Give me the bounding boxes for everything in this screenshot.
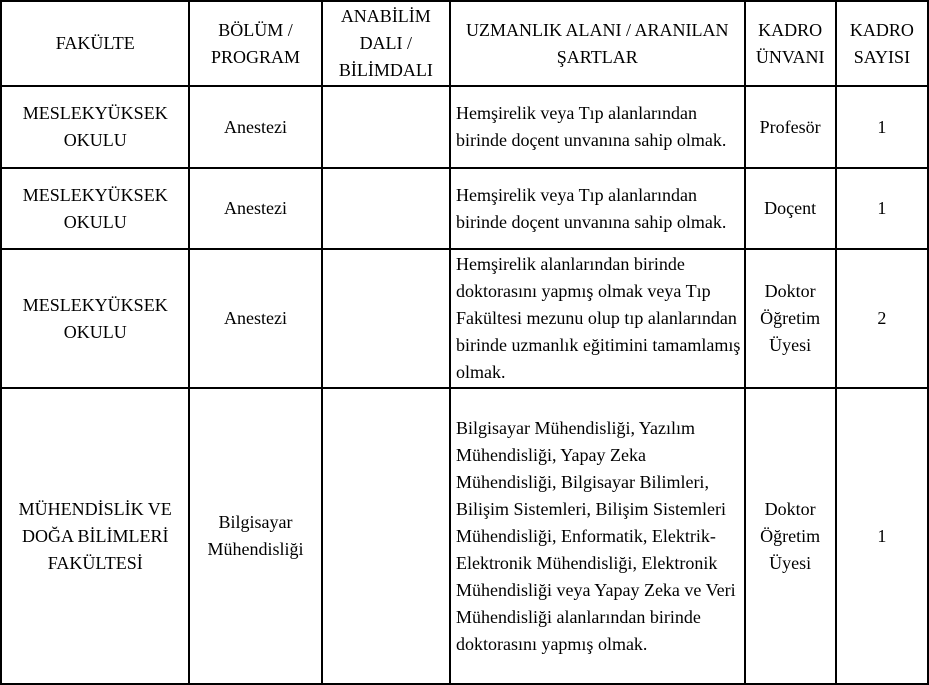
cell-kadro-unvani: Profesör: [745, 86, 836, 168]
cell-anabilim-dali: [322, 249, 450, 388]
cell-uzmanlik-sartlar: Hemşirelik veya Tıp alanlarından birinde doçent unvanına sahip olmak.: [450, 168, 745, 249]
cell-anabilim-dali: [322, 168, 450, 249]
header-kadro-unvani: KADRO ÜNVANI: [745, 1, 836, 86]
cell-anabilim-dali: [322, 86, 450, 168]
table-row: [1, 86, 928, 168]
header-anabilim-dali: ANABİLİM DALI / BİLİMDALI: [322, 1, 450, 86]
cell-bolum-program: Anestezi: [189, 168, 321, 249]
cell-fakulte: MESLEKYÜKSEK OKULU: [1, 249, 189, 388]
cell-fakulte: MESLEKYÜKSEK OKULU: [1, 168, 189, 249]
cell-anabilim-dali: [322, 388, 450, 684]
table-row: [1, 249, 928, 388]
cell-uzmanlik-sartlar: Bilgisayar Mühendisliği, Yazılım Mühendisliği, Yapay Zeka Mühendisliği, Bilgisayar Bilimleri, Bilişim Sistemleri, Bilişim Sistemleri Mühendisliği, Enformatik, Elektrik-Elektronik Mühendisliği, Elektronik Mühendisliği veya Yapay Zeka ve Veri Mühendisliği alanlarından birinde doktorasını yapmış olmak.: [450, 388, 745, 684]
table-row: [1, 168, 928, 249]
cell-kadro-sayisi: 1: [836, 86, 928, 168]
cell-bolum-program: Bilgisayar Mühendisliği: [189, 388, 321, 684]
cell-fakulte: MESLEKYÜKSEK OKULU: [1, 86, 189, 168]
cell-kadro-sayisi: 1: [836, 168, 928, 249]
cell-kadro-unvani: Doktor Öğretim Üyesi: [745, 249, 836, 388]
cell-kadro-unvani: Doçent: [745, 168, 836, 249]
table-header-row: [1, 1, 928, 86]
cell-kadro-sayisi: 2: [836, 249, 928, 388]
table-row: [1, 388, 928, 684]
header-kadro-sayisi: KADRO SAYISI: [836, 1, 928, 86]
header-fakulte: FAKÜLTE: [1, 1, 189, 86]
cell-kadro-sayisi: 1: [836, 388, 928, 684]
cell-uzmanlik-sartlar: Hemşirelik alanlarından birinde doktorasını yapmış olmak veya Tıp Fakültesi mezunu olup tıp alanlarından birinde uzmanlık eğitimini tamamlamış olmak.: [450, 249, 745, 388]
cell-kadro-unvani: Doktor Öğretim Üyesi: [745, 388, 836, 684]
cell-fakulte: MÜHENDİSLİK VE DOĞA BİLİMLERİ FAKÜLTESİ: [1, 388, 189, 684]
header-bolum-program: BÖLÜM / PROGRAM: [189, 1, 321, 86]
header-uzmanlik-alani: UZMANLIK ALANI / ARANILAN ŞARTLAR: [450, 1, 745, 86]
cell-uzmanlik-sartlar: Hemşirelik veya Tıp alanlarından birinde doçent unvanına sahip olmak.: [450, 86, 745, 168]
cell-bolum-program: Anestezi: [189, 86, 321, 168]
cell-bolum-program: Anestezi: [189, 249, 321, 388]
